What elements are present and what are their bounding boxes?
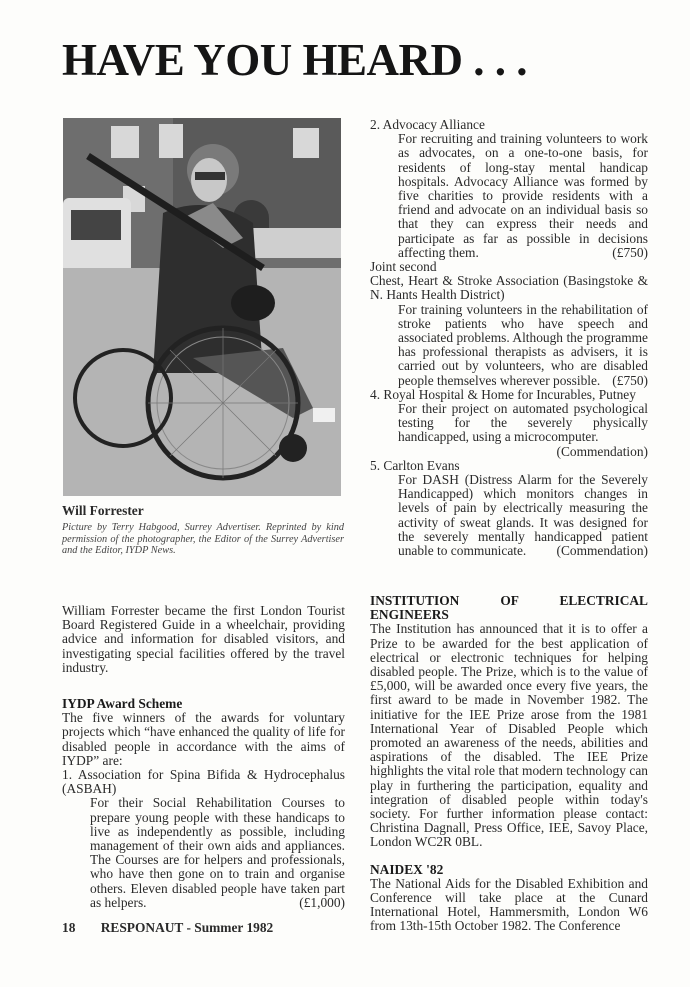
award-item-5-description: For DASH (Distress Alarm for the Severely Handicapped) which monitors changes in levels of pain by electrically measuring the activity of sweat glands. It was designed for the severely mentally handicapped patient unable to communicate.	[398, 472, 648, 559]
award-item-5-text	[370, 473, 648, 558]
award-item-4-amount: (Commendation)	[556, 443, 648, 459]
page-footer	[62, 920, 295, 936]
award-item-1-amount: (£1,000)	[299, 894, 345, 910]
page-number: 18	[62, 920, 76, 935]
naidex-heading: NAIDEX '82	[370, 861, 444, 877]
award-item-1-title: 1. Association for Spina Bifida & Hydrocephalus (ASBAH)	[62, 767, 345, 797]
award-item-4-title: 4. Royal Hospital & Home for Incurables, Putney	[370, 386, 636, 402]
iee-text: The Institution has announced that it is to offer a Prize to be awarded for the best application of electrical or electronic techniques for helping disabled people. The Prize, which is to the value of £5,000, will be awarded once every five years, the first award to be made in November 1982. The initiative for the IEE Prize arose from the 1981 International Year of Disabled People which promoted an awareness of the needs, abilities and aspirations of the disabled. The IEE Prize highlights the vital role that modern technology can play in furthering the participation, equality and integration of disabled people within today's society. For further information please contact: Christina Dagnall, Press Office, IEE, Savoy Place, London WC2R 0BL.	[370, 621, 648, 850]
right-column	[370, 118, 648, 558]
photo-will-forrester	[63, 118, 341, 496]
award-item-1-description: For their Social Rehabilitation Courses to prepare young people with these handicaps to live as independently as possible, including management of their own aids and appliances. The Courses are for helpers and professionals, who have then gone on to train and organise others. Eleven disabled people have taken part as helpers.	[90, 795, 345, 910]
award-item-3-text	[370, 303, 648, 388]
award-item-3-title: Chest, Heart & Stroke Association (Basingstoke & N. Hants Health District)	[370, 273, 648, 303]
left-column	[62, 604, 345, 910]
iydp-intro: The five winners of the awards for voluntary projects which “have enhanced the quality of life for disabled people in accordance with the aims of IYDP” are:	[62, 710, 345, 768]
joint-second-label: Joint second	[370, 259, 437, 275]
award-item-2-text	[370, 132, 648, 260]
photo-caption-name: Will Forrester	[62, 503, 144, 518]
award-item-1-text	[62, 796, 345, 910]
award-item-2-amount: (£750)	[612, 244, 648, 260]
publication-name: RESPONAUT - Summer 1982	[100, 920, 274, 935]
award-item-3-description: For training volunteers in the rehabilitation of stroke patients who have speech and associated problems. Although the programme has professional therapists as advisers, it is carried out by volunteers, who are disabled people themselves wherever possible.	[398, 301, 648, 388]
page-title: HAVE YOU HEARD . . .	[62, 35, 528, 85]
iee-heading: INSTITUTION OF ELECTRICAL ENGINEERS	[370, 593, 648, 623]
award-item-4-text: For their project on automated psychological testing for the severely physically handicapped, using a microcomputer.	[398, 401, 648, 445]
wheelchair-photo-image	[63, 118, 341, 496]
award-item-2-description: For recruiting and training volunteers to work as advocates, on a one-to-one basis, for residents of long-stay mental handicap hospitals. Advocacy Alliance was formed by five charities to provide residents with a friend and advocate on an individual basis so that they can express their needs and participate as far as possible in decisions affecting them.	[398, 131, 648, 260]
iydp-heading: IYDP Award Scheme	[62, 696, 183, 712]
intro-paragraph: William Forrester became the first London Tourist Board Registered Guide in a wheelchair, providing advice and information for disabled visitors, and investigating special facilities offered by the travel industry.	[62, 603, 345, 675]
award-item-5-amount: (Commendation)	[556, 543, 648, 559]
award-item-3-amount: (£750)	[612, 372, 648, 388]
photo-credit: Picture by Terry Habgood, Surrey Advertiser. Reprinted by kind permission of the photographer, the Editor of the Surrey Advertiser and the Editor, IYDP News.	[62, 522, 344, 556]
iee-section	[370, 594, 648, 934]
naidex-text: The National Aids for the Disabled Exhibition and Conference will take place at the Cunard International Hotel, Hammersmith, London W6 from 13th-15th October 1982. The Conference	[370, 875, 648, 934]
award-item-2-title: 2. Advocacy Alliance	[370, 117, 485, 132]
award-item-5-title: 5. Carlton Evans	[370, 457, 460, 473]
